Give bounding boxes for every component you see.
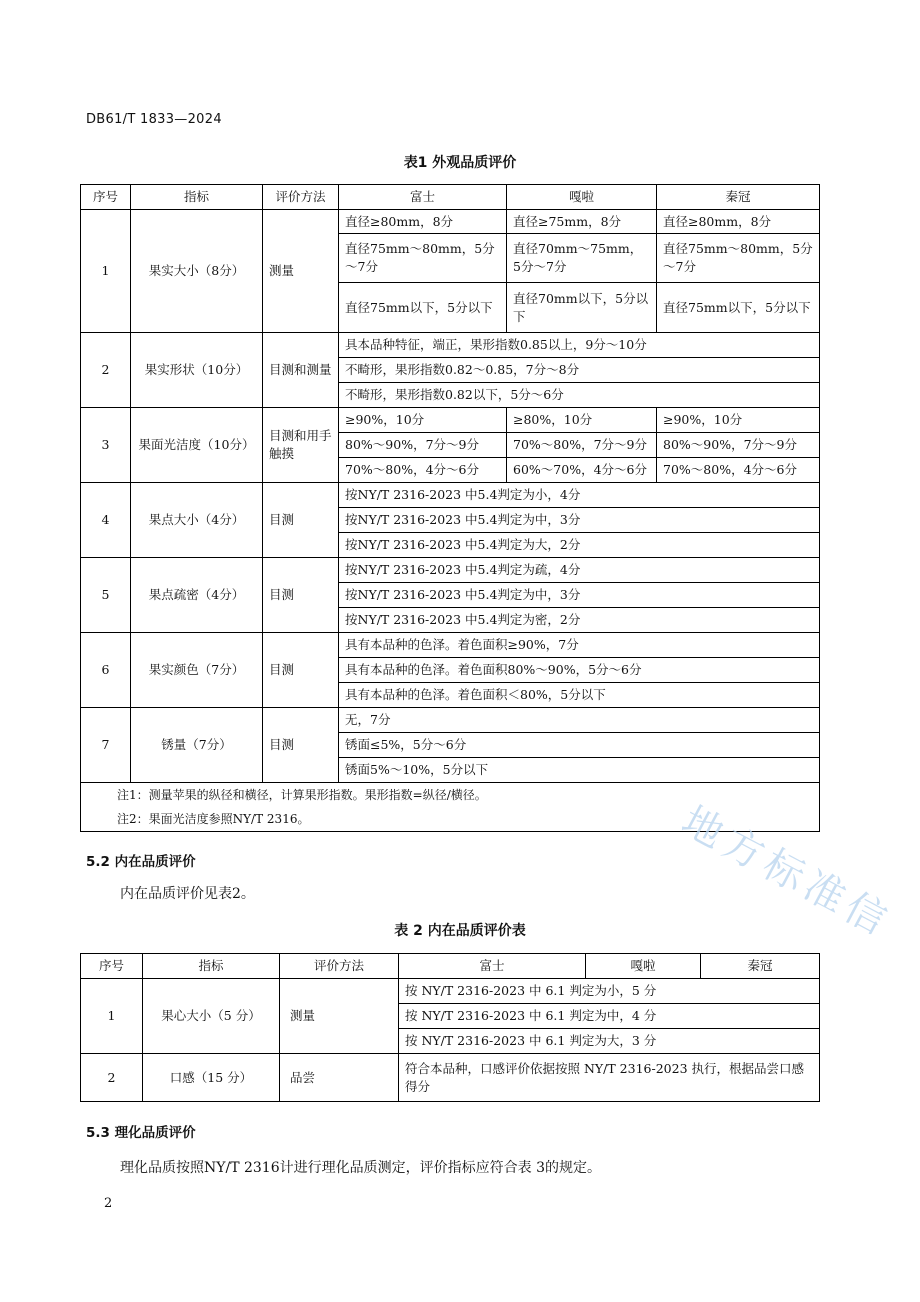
gala-criterion: 60%～70%，4分～6分 xyxy=(507,458,657,483)
table2-header-row xyxy=(81,954,820,979)
header-num: 序号 xyxy=(81,954,143,979)
method: 品尝 xyxy=(280,1054,399,1102)
indicator: 果面光洁度（10分） xyxy=(131,408,263,483)
fuji-criterion: 直径75mm～80mm，5分～7分 xyxy=(339,234,507,283)
method: 目测 xyxy=(263,483,339,558)
header-qinguan: 秦冠 xyxy=(701,954,820,979)
fuji-criterion: ≥90%，10分 xyxy=(339,408,507,433)
method: 目测 xyxy=(263,558,339,633)
indicator: 果实形状（10分） xyxy=(131,333,263,408)
criterion: 具有本品种的色泽。着色面积≥90%，7分 xyxy=(339,633,820,658)
criterion: 按NY/T 2316-2023 中5.4判定为中，3分 xyxy=(339,508,820,533)
criterion: 具本品种特征，端正，果形指数0.85以上，9分～10分 xyxy=(339,333,820,358)
section-5-3-text: 理化品质按照NY/T 2316计进行理化品质测定，评价指标应符合表 3的规定。 xyxy=(120,1160,601,1176)
criterion: 按NY/T 2316-2023 中5.4判定为疏，4分 xyxy=(339,558,820,583)
criterion: 无，7分 xyxy=(339,708,820,733)
criterion: 具有本品种的色泽。着色面积＜80%，5分以下 xyxy=(339,683,820,708)
gala-criterion: 直径70mm～75mm，5分～7分 xyxy=(507,234,657,283)
fuji-criterion: 80%～90%，7分～9分 xyxy=(339,433,507,458)
criterion: 符合本品种，口感评价依据按照 NY/T 2316-2023 执行，根据品尝口感得分 xyxy=(399,1054,820,1102)
indicator: 果点疏密（4分） xyxy=(131,558,263,633)
header-method: 评价方法 xyxy=(280,954,399,979)
row-number: 6 xyxy=(81,633,131,708)
method: 目测和用手触摸 xyxy=(263,408,339,483)
table1-header-row xyxy=(81,185,820,210)
indicator: 果实大小（8分） xyxy=(131,210,263,333)
header-qinguan: 秦冠 xyxy=(657,185,820,210)
row-number: 2 xyxy=(81,1054,143,1102)
criterion: 具有本品种的色泽。着色面积80%～90%，5分～6分 xyxy=(339,658,820,683)
fuji-criterion: 直径75mm以下，5分以下 xyxy=(339,283,507,333)
criterion: 按NY/T 2316-2023 中5.4判定为小，4分 xyxy=(339,483,820,508)
fuji-criterion: 直径≥80mm，8分 xyxy=(339,210,507,234)
table-row xyxy=(81,483,820,508)
qinguan-criterion: 70%～80%，4分～6分 xyxy=(657,458,820,483)
criterion: 按NY/T 2316-2023 中5.4判定为大，2分 xyxy=(339,533,820,558)
qinguan-criterion: 直径75mm以下，5分以下 xyxy=(657,283,820,333)
header-num: 序号 xyxy=(81,185,131,210)
qinguan-criterion: ≥90%，10分 xyxy=(657,408,820,433)
row-number: 3 xyxy=(81,408,131,483)
table2 xyxy=(80,953,820,1102)
criterion: 不畸形，果形指数0.82以下，5分～6分 xyxy=(339,383,820,408)
row-number: 2 xyxy=(81,333,131,408)
row-number: 4 xyxy=(81,483,131,558)
table1 xyxy=(80,184,820,832)
watermark: 地方标准信 xyxy=(674,797,899,947)
document-id: DB61/T 1833—2024 xyxy=(86,112,222,127)
gala-criterion: 70%～80%，7分～9分 xyxy=(507,433,657,458)
method: 目测和测量 xyxy=(263,333,339,408)
criterion: 锈面5%～10%，5分以下 xyxy=(339,758,820,783)
method: 目测 xyxy=(263,633,339,708)
row-number: 7 xyxy=(81,708,131,783)
header-fuji: 富士 xyxy=(339,185,507,210)
qinguan-criterion: 80%～90%，7分～9分 xyxy=(657,433,820,458)
header-gala: 嘎啦 xyxy=(507,185,657,210)
table-row xyxy=(81,633,820,658)
header-indicator: 指标 xyxy=(143,954,280,979)
row-number: 1 xyxy=(81,979,143,1054)
table2-caption: 表 2 内在品质评价表 xyxy=(394,923,526,939)
section-5-3-title: 5.3 理化品质评价 xyxy=(86,1125,196,1141)
table-row xyxy=(81,979,820,1004)
criterion: 按 NY/T 2316-2023 中 6.1 判定为中，4 分 xyxy=(399,1004,820,1029)
row-number: 1 xyxy=(81,210,131,333)
criterion: 按NY/T 2316-2023 中5.4判定为中，3分 xyxy=(339,583,820,608)
table-row xyxy=(81,1054,820,1102)
header-gala: 嘎啦 xyxy=(586,954,701,979)
criterion: 按 NY/T 2316-2023 中 6.1 判定为小，5 分 xyxy=(399,979,820,1004)
table1-caption: 表1 外观品质评价 xyxy=(403,155,517,171)
table-row xyxy=(81,558,820,583)
note-1: 注1：测量苹果的纵径和横径，计算果形指数。果形指数=纵径/横径。 xyxy=(81,783,820,808)
qinguan-criterion: 直径≥80mm，8分 xyxy=(657,210,820,234)
method: 测量 xyxy=(263,210,339,333)
note-2: 注2：果面光洁度参照NY/T 2316。 xyxy=(81,808,820,832)
indicator: 口感（15 分） xyxy=(143,1054,280,1102)
criterion: 不畸形，果形指数0.82～0.85，7分～8分 xyxy=(339,358,820,383)
header-method: 评价方法 xyxy=(263,185,339,210)
indicator: 锈量（7分） xyxy=(131,708,263,783)
section-5-2-text: 内在品质评价见表2。 xyxy=(120,886,255,902)
criterion: 按NY/T 2316-2023 中5.4判定为密，2分 xyxy=(339,608,820,633)
header-indicator: 指标 xyxy=(131,185,263,210)
criterion: 按 NY/T 2316-2023 中 6.1 判定为大，3 分 xyxy=(399,1029,820,1054)
method: 测量 xyxy=(280,979,399,1054)
header-fuji: 富士 xyxy=(399,954,586,979)
fuji-criterion: 70%～80%，4分～6分 xyxy=(339,458,507,483)
table-row xyxy=(81,210,820,234)
indicator: 果实颜色（7分） xyxy=(131,633,263,708)
page-number: 2 xyxy=(104,1196,113,1211)
method: 目测 xyxy=(263,708,339,783)
qinguan-criterion: 直径75mm～80mm，5分～7分 xyxy=(657,234,820,283)
section-5-2-title: 5.2 内在品质评价 xyxy=(86,854,196,870)
indicator: 果点大小（4分） xyxy=(131,483,263,558)
table-row xyxy=(81,408,820,433)
row-number: 5 xyxy=(81,558,131,633)
table-row xyxy=(81,333,820,358)
gala-criterion: ≥80%，10分 xyxy=(507,408,657,433)
table-row xyxy=(81,708,820,733)
gala-criterion: 直径≥75mm，8分 xyxy=(507,210,657,234)
gala-criterion: 直径70mm以下，5分以下 xyxy=(507,283,657,333)
indicator: 果心大小（5 分） xyxy=(143,979,280,1054)
criterion: 锈面≤5%，5分～6分 xyxy=(339,733,820,758)
